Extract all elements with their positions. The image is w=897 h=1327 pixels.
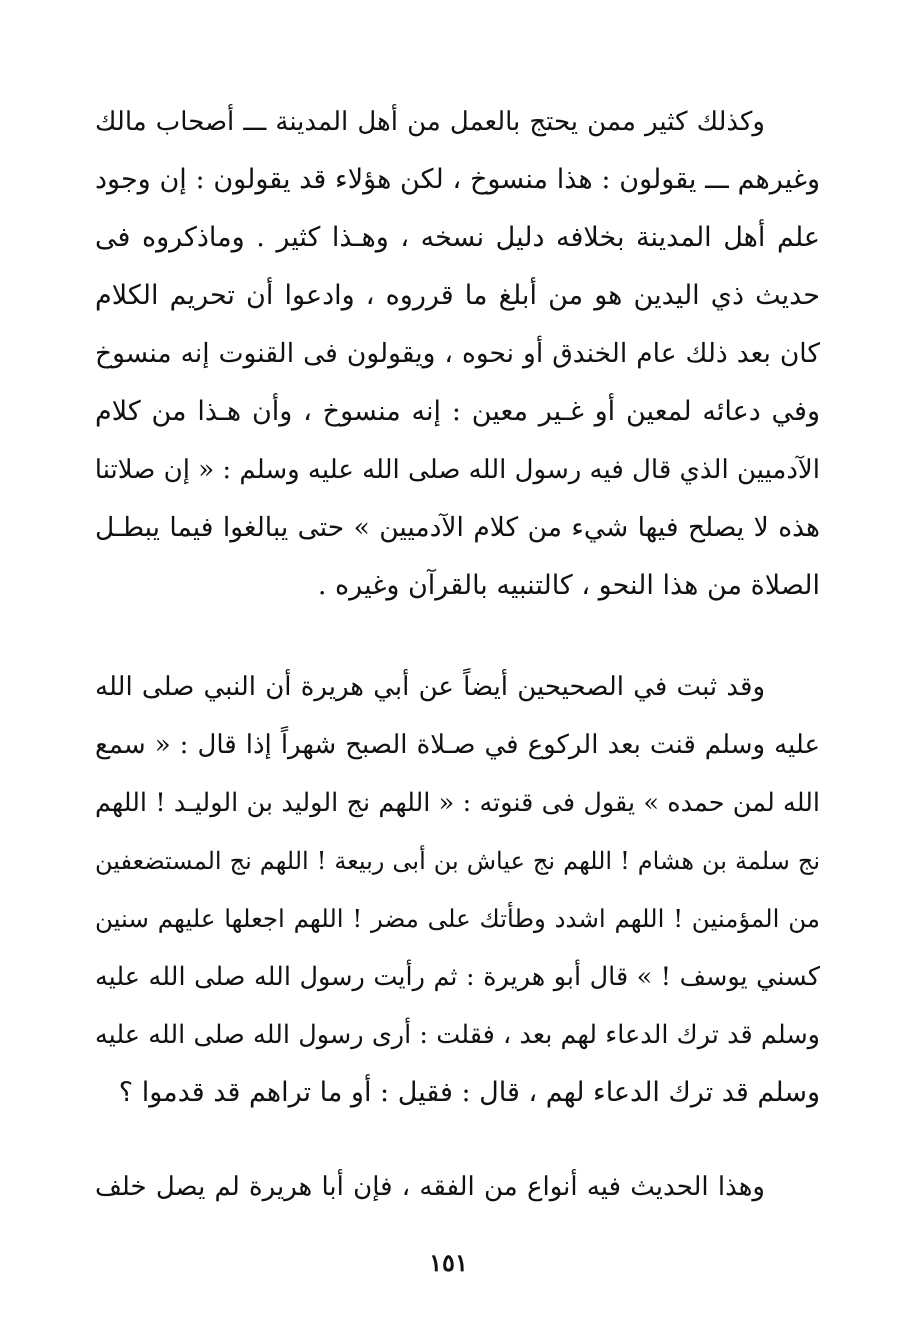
text-line: عليه وسلم قنت بعد الركوع في صـلاة الصبح شهراً إذا قال : « سمع — [95, 730, 820, 760]
paragraph-1 — [95, 93, 820, 615]
text-line: نج سلمة بن هشام ! اللهم نج عياش بن أبى ربيعة ! اللهم نج المستضعفين — [95, 847, 820, 875]
text-line: حديث ذي اليدين هو من أبلغ ما قرروه ، وادعوا أن تحريم الكلام — [95, 280, 820, 311]
text-line: الصلاة من هذا النحو ، كالتنبيه بالقرآن وغيره . — [317, 570, 820, 601]
text-line: الآدميين الذي قال فيه رسول الله صلى الله عليه وسلم : « إن صلاتنا — [94, 455, 820, 485]
text-line: كان بعد ذلك عام الخندق أو نحوه ، ويقولون فى القنوت إنه منسوخ — [95, 338, 820, 369]
text-line: وفي دعائه لمعين أو غـير معين : إنه منسوخ ، وأن هـذا من كلام — [95, 396, 820, 427]
text-line: وهذا الحديث فيه أنواع من الفقه ، فإن أبا هريرة لم يصل خلف — [95, 1172, 765, 1202]
text-line: علم أهل المدينة بخلافه دليل نسخه ، وهـذا كثير . وماذكروه فى — [95, 222, 820, 253]
paragraph-3 — [95, 1158, 820, 1216]
text-line: الله لمن حمده » يقول فى قنوته : « اللهم نج الوليد بن الوليـد ! اللهم — [95, 788, 820, 818]
paragraph-2 — [95, 658, 820, 1122]
text-line: وسلم قد ترك الدعاء لهم بعد ، فقلت : أرى رسول الله صلى الله عليه — [95, 1020, 820, 1050]
page-number: ١٥١ — [429, 1248, 468, 1277]
text-line: من المؤمنين ! اللهم اشدد وطأتك على مضر ! اللهم اجعلها عليهم سنين — [95, 904, 820, 933]
text-line: وغيرهم ـــ يقولون : هذا منسوخ ، لكن هؤلاء قد يقولون : إن وجود — [95, 164, 820, 195]
text-line: وكذلك كثير ممن يحتج بالعمل من أهل المدينة ـــ أصحاب مالك — [95, 107, 765, 137]
text-line: وقد ثبت في الصحيحين أيضاً عن أبي هريرة أن النبي صلى الله — [95, 672, 765, 702]
text-line: كسني يوسف ! » قال أبو هريرة : ثم رأيت رسول الله صلى الله عليه — [95, 962, 820, 992]
text-line: هذه لا يصلح فيها شيء من كلام الآدميين » حتى يبالغوا فيما يبطـل — [95, 512, 820, 543]
text-line: وسلم قد ترك الدعاء لهم ، قال : فقيل : أو ما تراهم قد قدموا ؟ — [118, 1077, 820, 1108]
